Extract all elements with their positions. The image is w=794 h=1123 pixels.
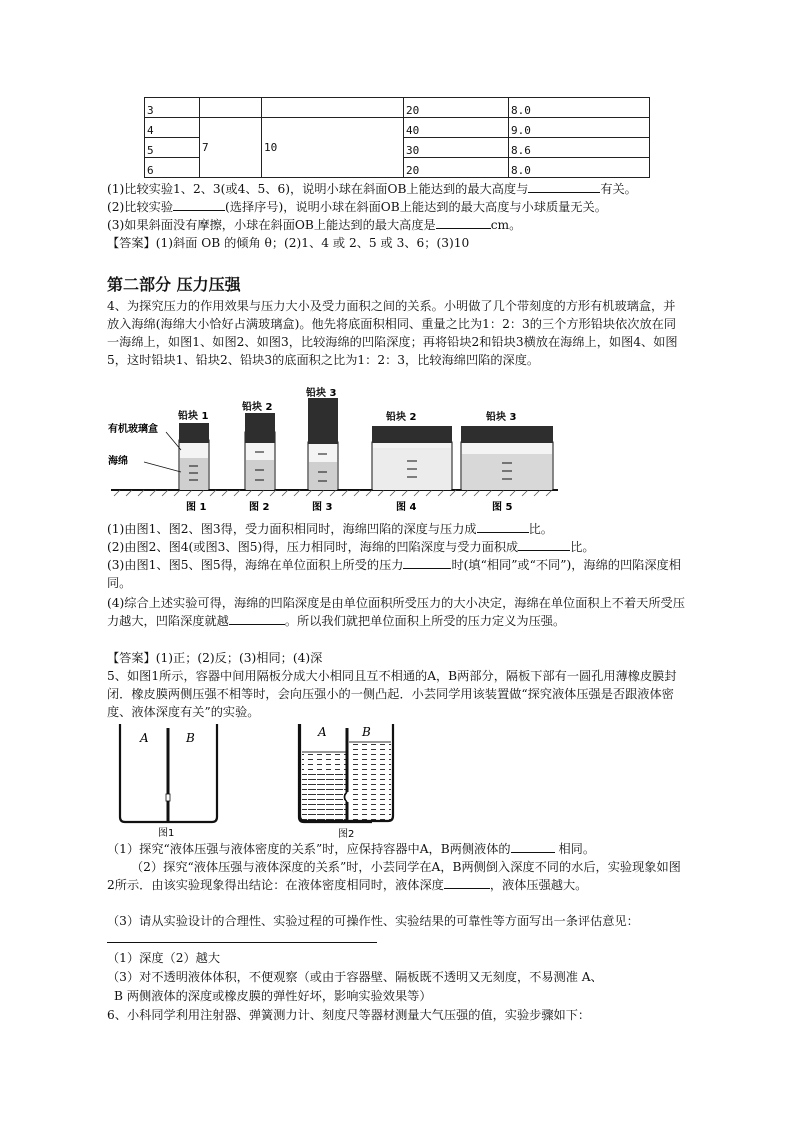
table-cell: 5 <box>145 138 200 158</box>
table-cell <box>200 98 262 118</box>
table-cell: 8.0 <box>509 98 650 118</box>
label-b: B <box>186 731 195 745</box>
table-row <box>145 98 650 118</box>
lead-label: 铅块 1 <box>178 411 209 422</box>
q5-figure-2 <box>298 722 398 840</box>
label-b: B <box>362 725 371 739</box>
sponge <box>462 454 552 490</box>
q4-sub-4: (4)综合上述实验可得，海绵的凹陷深度是由单位面积所受压力的大小决定，海绵在单位面积上不着天所受压力越大，凹陷深度就越 。所以我们就把单位面积上所受的压力定义为压强。 <box>107 596 685 628</box>
table-cell: 3 <box>145 98 200 118</box>
lead-block <box>372 426 452 443</box>
lead-label: 铅块 3 <box>306 388 337 399</box>
lead-block <box>179 423 209 443</box>
sponge <box>180 458 208 490</box>
lead-label: 铅块 3 <box>486 412 517 423</box>
table-cell: 8.6 <box>509 138 650 158</box>
lead-block <box>461 426 553 443</box>
q6-intro: 6、小科同学利用注射器、弹簧测力计、刻度尺等器材测量大气压强的值，实验步骤如下： <box>107 1008 591 1022</box>
label-a: A <box>318 725 327 739</box>
table-cell: 10 <box>262 118 404 178</box>
q5-answer-2: （3）对不透明液体体积，不便观察（或由于容器壁、隔板既不透明又无刻度，不易测准 A、 <box>107 970 603 984</box>
fig-caption: 图1 <box>158 828 175 839</box>
fig-caption: 图 1 <box>186 502 207 513</box>
table-cell <box>262 98 404 118</box>
section-title: 第二部分 压力压强 <box>107 275 241 294</box>
q3-line-3: (3)如果斜面没有摩擦，小球在斜面OB上能达到的最大高度是 cm。 <box>107 218 522 232</box>
q5-sub-3: （3）请从实验设计的合理性、实验过程的可操作性、实验结果的可靠性等方面写出一条评估意见： <box>107 912 687 948</box>
sponge <box>309 462 337 490</box>
table-cell: 7 <box>200 118 262 178</box>
fig-caption: 图 5 <box>492 502 513 513</box>
table-cell: 30 <box>404 138 509 158</box>
q5-answer-3: B 两侧液体的深度或橡皮膜的弹性好坏，影响实验效果等） <box>114 989 432 1003</box>
fig-caption: 图 2 <box>249 502 270 513</box>
data-table <box>144 97 650 178</box>
lead-label: 铅块 2 <box>242 402 273 413</box>
q4-sub-1: (1)由图1、图2、图3得，受力面积相同时，海绵凹陷的深度与压力成 比。 <box>107 522 553 536</box>
membrane <box>166 794 170 801</box>
sponge <box>246 460 274 490</box>
q4-answer: 【答案】(1)正；(2)反；(3)相同；(4)深 <box>107 651 323 665</box>
lead-block <box>308 398 338 444</box>
fig-caption: 图 4 <box>396 502 417 513</box>
table-cell: 20 <box>404 158 509 178</box>
table-cell: 6 <box>145 158 200 178</box>
table-cell: 8.0 <box>509 158 650 178</box>
liquid-a <box>302 752 346 820</box>
box-label: 有机玻璃盒 <box>108 424 158 435</box>
q4-intro: 4、为探究压力的作用效果与压力大小及受力面积之间的关系。小明做了几个带刻度的方形有机玻璃盒，并放入海绵(海绵大小恰好占满玻璃盒)。他先将底面积相同、重量之比为1：2：3的三个方形铅块依次放在同一海绵上，如图1、如图2、如图3，比较海绵的凹陷深度；再将铅块2和铅块3横放在海绵上，如图4、如图5，这时铅块1、铅块2、铅块3的底面积之比为1：2：3，比较海绵凹陷的深度。 <box>107 299 678 367</box>
sponge-label: 海绵 <box>108 456 128 467</box>
table-cell: 40 <box>404 118 509 138</box>
fig-caption: 图2 <box>338 829 355 840</box>
q5-sub-1: （1）探究“液体压强与液体密度的关系”时，应保持容器中A，B两侧液体的 相同。 <box>107 842 596 856</box>
fig-caption: 图 3 <box>312 502 333 513</box>
lead-label: 铅块 2 <box>386 412 417 423</box>
q4-sub-3: (3)由图1、图5、图5得，海绵在单位面积上所受的压力 时(填“相同”或“不同”)，海绵的凹陷深度相同。 <box>107 558 681 590</box>
q5-sub-2: （2）探究“液体压强与液体深度的关系”时，小芸同学在A，B两侧倒入深度不同的水后，实验现象如图2所示．由该实验现象得出结论：在液体密度相同时，液体深度 ，液体压强越大。 <box>107 860 681 892</box>
q5-answer-1: （1）深度（2）越大 <box>107 951 221 965</box>
q3-line-1: (1)比较实验1、2、3(或4、5、6)，说明小球在斜面OB上能达到的最大高度与 有关。 <box>107 182 637 196</box>
label-a: A <box>140 731 149 745</box>
q3-line-2: (2)比较实验 (选择序号)，说明小球在斜面OB上能达到的最大高度与小球质量无关。 <box>107 200 607 214</box>
q3-answer: 【答案】(1)斜面 OB 的倾角 θ；(2)1、4 或 2、5 或 3、6；(3)10 <box>107 236 470 250</box>
q4-figure <box>106 386 562 514</box>
table-cell: 4 <box>145 118 200 138</box>
table-row <box>145 118 650 138</box>
table-cell: 9.0 <box>509 118 650 138</box>
table-cell: 20 <box>404 98 509 118</box>
q5-intro: 5、如图1所示，容器中间用隔板分成大小相同且互不相通的A，B两部分，隔板下部有一圆孔用薄橡皮膜封闭．橡皮膜两侧压强不相等时，会向压强小的一侧凸起．小芸同学用该装置做“探究液体压强是否跟液体密度、液体深度有关”的实验。 <box>107 669 677 719</box>
lead-block <box>245 413 275 443</box>
q4-sub-2: (2)由图2、图4(或图3、图5)得，压力相同时，海绵的凹陷深度与受力面积成 比。 <box>107 540 595 554</box>
liquid-b <box>349 742 391 820</box>
